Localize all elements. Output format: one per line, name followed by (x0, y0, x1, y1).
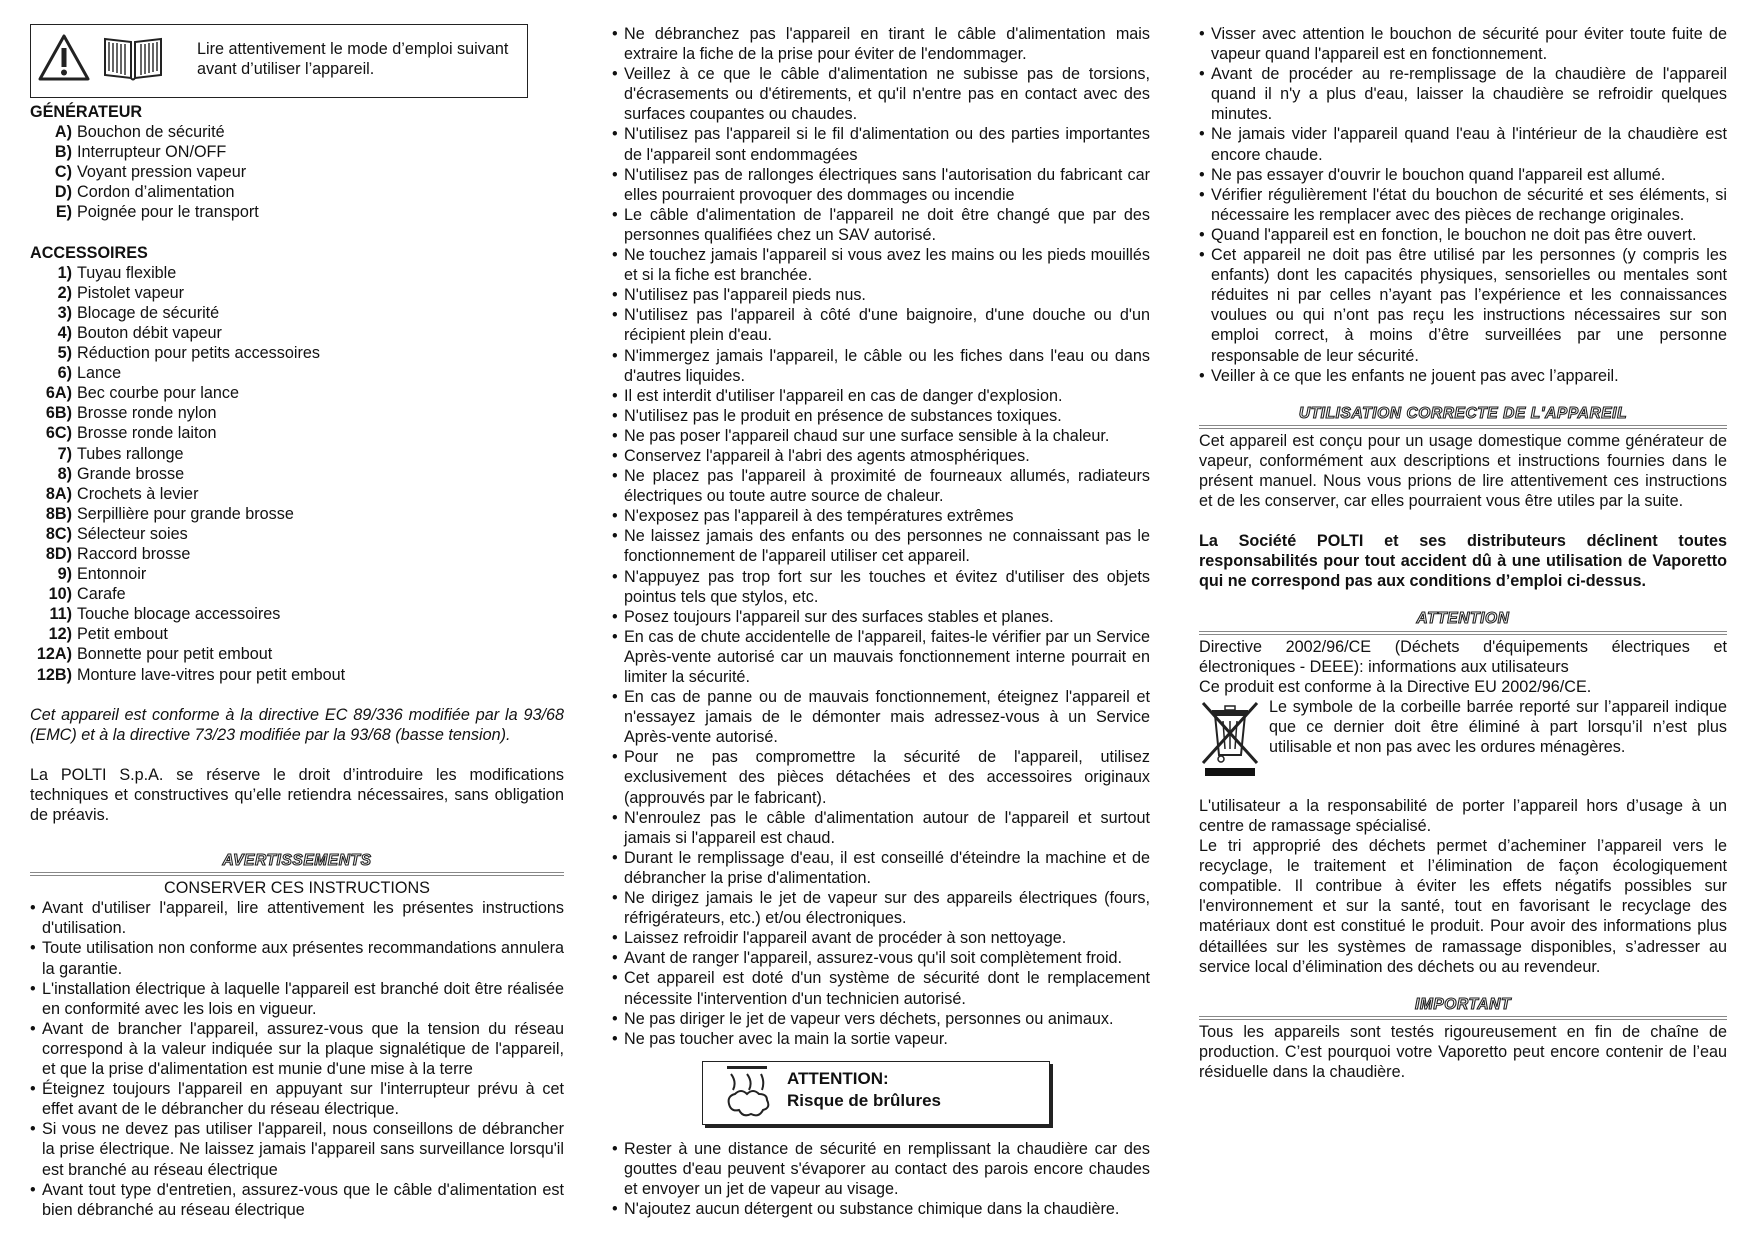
list-item (30, 202, 564, 222)
list-item (30, 504, 564, 524)
list-item (30, 383, 564, 403)
item-label: Interrupteur ON/OFF (77, 143, 227, 162)
sorting-text: Le tri approprié des déchets permet d’acheminer l’appareil vers le recyclage, le traitement et l’élimination de façon écologiquement compatible. Il contribue à éviter les effets négatifs possibles sur l'environnement et sur la santé, tout en favorisant le recyclage des matériaux dont est constitué le produit. Pour avoir des informations plus détaillées sur les systèmes de ramassage disponibles, s’adresser au service local d’élimination des déchets ou au revendeur. (1199, 837, 1727, 976)
list-item (30, 544, 564, 564)
accessories-title: ACCESSOIRES (30, 243, 148, 262)
item-key: 9) (57, 565, 72, 584)
list-item: • N'utilisez pas le produit en présence de substances toxiques. (612, 406, 1150, 426)
item-label: Tuyau flexible (77, 263, 177, 282)
list-item: • N'immergez jamais l'appareil, le câble ou les fiches dans l'eau ou dans d'autres liquides. (612, 346, 1150, 386)
item-label: Bouton débit vapeur (77, 323, 222, 342)
item-label: Cordon d’alimentation (77, 183, 235, 202)
warnings-list-2 (612, 24, 1150, 1049)
list-item (30, 182, 564, 202)
warnings-subheading: CONSERVER CES INSTRUCTIONS (164, 879, 430, 898)
list-item: • Quand l'appareil est en fonction, le bouchon ne doit pas être ouvert. (1199, 225, 1727, 245)
item-key: 2) (57, 283, 72, 302)
item-label: Poignée pour le transport (77, 203, 259, 222)
important-heading: IMPORTANT (1199, 995, 1727, 1020)
list-item: • Ne touchez jamais l'appareil si vous avez les mains ou les pieds mouillés et si la fiche est branchée. (612, 245, 1150, 285)
list-item: • N'appuyez pas trop fort sur les touches et évitez d'utiliser des objets pointus tels que stylos, etc. (612, 567, 1150, 607)
list-item: • Veillez à ce que le câble d'alimentation ne subisse pas de torsions, d'écrasements ou d'étirements, et qu'il n'entre pas en contact avec des surfaces coupantes ou chaudes. (612, 64, 1150, 124)
list-item: • Ne jamais vider l'appareil quand l'eau à l'intérieur de la chaudière est encore chaude. (1199, 124, 1727, 164)
list-item: • Ne laissez jamais des enfants ou des personnes ne connaissant pas le fonctionnement de l'appareil utiliser cet appareil. (612, 526, 1150, 566)
list-item: • Vérifier régulièrement l'état du bouchon de sécurité et ses éléments, si nécessaire les remplacer avec des pièces de rechange originales. (1199, 185, 1727, 225)
list-item: • Ne débranchez pas l'appareil en tirant le câble d'alimentation mais extraire la fiche de la prise pour éviter de l'endommager. (612, 24, 1150, 64)
warning-triangle-icon (37, 33, 91, 88)
rights-note: La POLTI S.p.A. se réserve le droit d’introduire les modifications techniques et constructives qu’elle retiendra nécessaires, sans obligation de préavis. (30, 765, 564, 824)
item-label: Bouchon de sécurité (77, 123, 225, 142)
item-key: 6C) (45, 424, 72, 443)
item-label: Sélecteur soies (77, 524, 188, 543)
crossed-bin-icon (1199, 697, 1269, 782)
list-item (30, 303, 564, 323)
list-item (30, 403, 564, 423)
item-key: E) (55, 203, 72, 222)
item-key: 12B) (36, 665, 72, 684)
burn-warning-title: ATTENTION: (787, 1068, 889, 1088)
directive-text: Directive 2002/96/CE (Déchets d'équipements électriques et électroniques - DEEE): informations aux utilisateurs (1199, 637, 1727, 676)
item-label: Touche blocage accessoires (77, 605, 281, 624)
item-key: 4) (57, 323, 72, 342)
item-key: C) (54, 163, 72, 182)
list-item (30, 484, 564, 504)
list-item (30, 122, 564, 142)
item-label: Réduction pour petits accessoires (77, 344, 320, 363)
list-item: • Toute utilisation non conforme aux présentes recommandations annulera la garantie. (30, 938, 564, 978)
list-item: • L'installation électrique à laquelle l'appareil est branché doit être réalisée en conformité avec les lois en vigueur. (30, 979, 564, 1019)
item-label: Bec courbe pour lance (77, 384, 239, 403)
list-item: • Laissez refroidir l'appareil avant de procéder à son nettoyage. (612, 928, 1150, 948)
item-key: 6) (57, 364, 72, 383)
item-key: 6A) (45, 384, 72, 403)
list-item: • Le câble d'alimentation de l'appareil ne doit être changé que par des personnes qualifiées chez un SAV autorisé. (612, 205, 1150, 245)
list-item: • N'utilisez pas l'appareil si le fil d'alimentation ou des parties importantes de l'appareil sont endommagées (612, 124, 1150, 164)
notice-text: Lire attentivement le mode d’emploi suivant avant d’utiliser l’appareil. (197, 40, 509, 79)
column-2 (612, 24, 1150, 1219)
responsibility-text: L'utilisateur a la responsabilité de porter l’appareil hors d’usage à un centre de ramassage spécialisé. (1199, 796, 1727, 835)
item-key: 12A) (36, 645, 72, 664)
list-item: • Il est interdit d'utiliser l'appareil en cas de danger d'explosion. (612, 386, 1150, 406)
list-item (30, 263, 564, 283)
hot-steam-icon (717, 1064, 777, 1125)
item-key: 8B) (45, 504, 72, 523)
list-item (30, 644, 564, 664)
list-item: • Rester à une distance de sécurité en remplissant la chaudière car des gouttes d'eau peuvent s'évaporer au contact des parois encore chaudes et envoyer un jet de vapeur au visage. (612, 1139, 1150, 1199)
item-key: 1) (57, 263, 72, 282)
list-item: • N'utilisez pas l'appareil à côté d'une baignoire, d'une douche ou d'un récipient plein d'eau. (612, 305, 1150, 345)
item-label: Voyant pression vapeur (77, 163, 247, 182)
list-item: • En cas de chute accidentelle de l'appareil, faites-le vérifier par un Service Après-vente autorisé car un mauvais fonctionnement interne pourrait en limiter la sécurité. (612, 627, 1150, 687)
list-item (30, 423, 564, 443)
item-label: Pistolet vapeur (77, 283, 185, 302)
list-item: • Ne pas essayer d'ouvrir le bouchon quand l'appareil est allumé. (1199, 165, 1727, 185)
list-item: • N'utilisez pas l'appareil pieds nus. (612, 285, 1150, 305)
list-item (30, 604, 564, 624)
item-label: Tubes rallonge (77, 444, 184, 463)
warnings-list-1 (30, 898, 564, 1220)
read-manual-notice (30, 24, 528, 98)
list-item (30, 343, 564, 363)
item-label: Raccord brosse (77, 544, 191, 563)
open-book-icon (101, 33, 165, 88)
list-item: • Conservez l'appareil à l'abri des agents atmosphériques. (612, 446, 1150, 466)
list-item: • Cet appareil est doté d'un système de sécurité dont le remplacement nécessite l'intervention d'un technicien autorisé. (612, 968, 1150, 1008)
list-item: • Veiller à ce que les enfants ne jouent pas avec l’appareil. (1199, 366, 1727, 386)
item-key: 8) (57, 464, 72, 483)
list-item: • N'enroulez pas le câble d'alimentation autour de l'appareil et surtout jamais si l'appareil est chaud. (612, 808, 1150, 848)
warnings-heading: AVERTISSEMENTS (30, 851, 564, 876)
list-item (30, 624, 564, 644)
item-label: Entonnoir (77, 565, 147, 584)
list-item: • Ne pas toucher avec la main la sortie vapeur. (612, 1029, 1150, 1049)
generator-title: GÉNÉRATEUR (30, 103, 143, 121)
item-key: B) (54, 143, 72, 162)
item-key: 8D) (45, 544, 72, 563)
item-key: 3) (57, 303, 72, 322)
list-item: • Ne pas diriger le jet de vapeur vers déchets, personnes ou animaux. (612, 1009, 1150, 1029)
list-item: • Ne placez pas l'appareil à proximité de fourneaux allumés, radiateurs électriques ou toute autre source de chaleur. (612, 466, 1150, 506)
list-item: • Pour ne pas compromettre la sécurité de l'appareil, utilisez exclusivement des pièces détachées et des accessoires originaux (approuvés par le fabricant). (612, 747, 1150, 807)
list-item: • Avant de brancher l'appareil, assurez-vous que la tension du réseau correspond à la valeur indiquée sur la plaque signalétique de l'appareil, et que la prise d'alimentation est munie d'une mise à la terre (30, 1019, 564, 1079)
list-item (30, 444, 564, 464)
list-item: • Avant de procéder au re-remplissage de la chaudière de l'appareil quand il n'y a plus d'eau, laisser la chaudière se refroidir quelques minutes. (1199, 64, 1727, 124)
attention-heading: ATTENTION (1199, 609, 1727, 634)
item-key: 5) (57, 344, 72, 363)
list-item (30, 142, 564, 162)
list-item (30, 162, 564, 182)
list-item: • Durant le remplissage d'eau, il est conseillé d'éteindre la machine et de débrancher la prise d'alimentation. (612, 848, 1150, 888)
list-item: • Cet appareil ne doit pas être utilisé par les personnes (y compris les enfants) dont les capacités physiques, sensorielles ou mentales sont réduites ni par celles n’ayant pas l’expérience et les connaissances voulues ou qui n’ont pas reçu les instructions nécessaires sur son emploi correct, à moins d’être surveillées par une personne responsable de leur sécurité. (1199, 245, 1727, 366)
burn-warning-text: Risque de brûlures (787, 1090, 941, 1110)
list-item: • Posez toujours l'appareil sur des surfaces stables et planes. (612, 607, 1150, 627)
column-1 (30, 24, 564, 1220)
item-key: 6B) (45, 404, 72, 423)
conformity-note: Cet appareil est conforme à la directive EC 89/336 modifiée par la 93/68 (EMC) et à la directive 73/23 modifiée par la 93/68 (basse tension). (30, 705, 564, 744)
list-item: • Avant tout type d'entretien, assurez-vous que le câble d'alimentation est bien débranché au réseau électrique (30, 1180, 564, 1220)
item-label: Carafe (77, 585, 126, 604)
item-label: Grande brosse (77, 464, 185, 483)
list-item: • Visser avec attention le bouchon de sécurité pour éviter toute fuite de vapeur quand l'appareil est en fonctionnement. (1199, 24, 1727, 64)
list-item: • Ne pas poser l'appareil chaud sur une surface sensible à la chaleur. (612, 426, 1150, 446)
list-item: • Éteignez toujours l'appareil en appuyant sur l'interrupteur prévu à cet effet avant de le débrancher du réseau électrique. (30, 1079, 564, 1119)
item-key: A) (54, 123, 72, 142)
item-label: Brosse ronde nylon (77, 404, 217, 423)
list-item: • En cas de panne ou de mauvais fonctionnement, éteignez l'appareil et n'essayez jamais de le démonter mais adressez-vous à un Service Après-vente autorisé. (612, 687, 1150, 747)
list-item (30, 283, 564, 303)
item-label: Lance (77, 364, 122, 383)
list-item (30, 584, 564, 604)
item-key: 8A) (45, 484, 72, 503)
item-key: 12) (48, 625, 72, 644)
item-label: Blocage de sécurité (77, 303, 220, 322)
warnings-list-3 (1199, 24, 1727, 386)
usage-heading: UTILISATION CORRECTE DE L'APPAREIL (1199, 404, 1727, 429)
column-3 (1199, 24, 1727, 1082)
conformity-text: Ce produit est conforme à la Directive EU 2002/96/CE. (1199, 677, 1592, 696)
item-key: D) (54, 183, 72, 202)
list-item: • Avant d'utiliser l'appareil, lire attentivement les présentes instructions d'utilisation. (30, 898, 564, 938)
generator-parts-list (30, 122, 564, 222)
list-item (30, 524, 564, 544)
warnings-list-2b (612, 1139, 1150, 1219)
important-text: Tous les appareils sont testés rigoureusement en fin de chaîne de production. C’est pourquoi votre Vaporetto peut encore contenir de l’eau résiduelle dans la chaudière. (1199, 1022, 1727, 1082)
accessories-list (30, 263, 564, 685)
list-item (30, 665, 564, 685)
list-item: • N'exposez pas l'appareil à des températures extrêmes (612, 506, 1150, 526)
weee-symbol-text: Le symbole de la corbeille barrée reporté sur l’appareil indique que ce dernier doit être éliminé à part lorsqu’il n’est plus utilisable et non pas avec les ordures ménagères. (1269, 697, 1727, 756)
burn-warning-box (702, 1061, 1050, 1125)
disclaimer-text: La Société POLTI et ses distributeurs déclinent toutes responsabilités pour tout accident dû à une utilisation de Vaporetto qui ne correspond pas aux conditions d’emploi ci-dessus. (1199, 532, 1727, 591)
list-item: • Si vous ne devez pas utiliser l'appareil, nous conseillons de débrancher la prise électrique. Ne laissez jamais l'appareil sans surveillance lorsqu'il est branché au réseau électrique (30, 1119, 564, 1179)
item-label: Crochets à levier (77, 484, 199, 503)
list-item: • Ne dirigez jamais le jet de vapeur sur des appareils électriques (fours, réfrigérateurs, etc.) et/ou électroniques. (612, 888, 1150, 928)
item-label: Bonnette pour petit embout (77, 645, 273, 664)
list-item: • Avant de ranger l'appareil, assurez-vous qu'il soit complètement froid. (612, 948, 1150, 968)
item-label: Petit embout (77, 625, 168, 644)
list-item (30, 363, 564, 383)
list-item: • N'ajoutez aucun détergent ou substance chimique dans la chaudière. (612, 1199, 1150, 1219)
list-item (30, 464, 564, 484)
item-key: 7) (57, 444, 72, 463)
list-item: • N'utilisez pas de rallonges électriques sans l'autorisation du fabricant car elles pourraient provoquer des dommages ou incendie (612, 165, 1150, 205)
item-key: 11) (49, 605, 72, 624)
item-key: 8C) (45, 524, 72, 543)
item-label: Brosse ronde laiton (77, 424, 217, 443)
list-item (30, 564, 564, 584)
item-label: Monture lave-vitres pour petit embout (77, 665, 346, 684)
item-label: Serpillière pour grande brosse (77, 504, 294, 523)
list-item (30, 323, 564, 343)
usage-text: Cet appareil est conçu pour un usage domestique comme générateur de vapeur, conformément aux descriptions et instructions fournies dans le présent manuel. Nous vous prions de lire attentivement ces instructions et de les conserver, car elles pourraient vous être utiles par la suite. (1199, 431, 1727, 511)
item-key: 10) (48, 585, 72, 604)
